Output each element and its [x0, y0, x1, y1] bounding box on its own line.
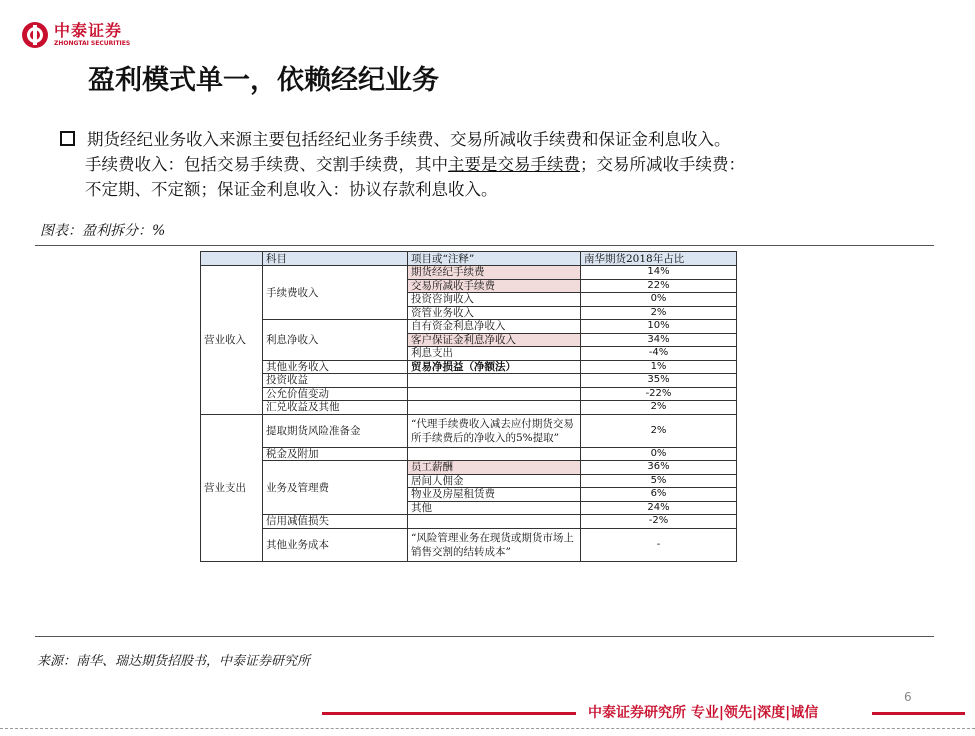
value-cell: 24%: [581, 501, 737, 515]
l2-cell: 税金及附加: [263, 447, 408, 461]
value-cell: 0%: [581, 447, 737, 461]
l2-cell: 信用减值损失: [263, 515, 408, 529]
group-cell: 营业收入: [201, 266, 263, 415]
l2-cell: 其他业务成本: [263, 528, 408, 561]
value-cell: -4%: [581, 347, 737, 361]
footer-rule-left: [322, 712, 576, 715]
caption-rule: [35, 245, 934, 246]
table-row: [201, 360, 737, 374]
table-row: [201, 401, 737, 415]
table-row: [201, 528, 737, 561]
l2-cell: 业务及管理费: [263, 461, 408, 515]
value-cell: 22%: [581, 279, 737, 293]
item-cell: 期货经纪手续费: [408, 266, 581, 280]
item-cell: [408, 401, 581, 415]
table-row: [201, 374, 737, 388]
item-cell: 资管业务收入: [408, 306, 581, 320]
item-cell: 投资咨询收入: [408, 293, 581, 307]
value-cell: 2%: [581, 401, 737, 415]
bullet-line-3: 不定期、不定额；保证金利息收入：协议存款利息收入。: [85, 180, 498, 199]
slide-title: 盈利模式单一，依赖经纪业务: [88, 65, 439, 96]
source-note: 来源：南华、瑞达期货招股书，中泰证券研究所: [37, 654, 311, 669]
value-cell: 1%: [581, 360, 737, 374]
l2-cell: 公允价值变动: [263, 387, 408, 401]
value-cell: -2%: [581, 515, 737, 529]
item-cell: 其他: [408, 501, 581, 515]
header-cell: 南华期货2018年占比: [581, 252, 737, 266]
l2-cell: 汇兑收益及其他: [263, 401, 408, 415]
table-row: [201, 414, 737, 447]
value-cell: 10%: [581, 320, 737, 334]
table-row: [201, 320, 737, 334]
item-cell: 物业及房屋租赁费: [408, 488, 581, 502]
footer-slogan: 中泰证券研究所 专业|领先|深度|诚信: [588, 705, 819, 721]
value-cell: -: [581, 528, 737, 561]
table-row: [201, 461, 737, 475]
table-header-row: [201, 252, 737, 266]
value-cell: 14%: [581, 266, 737, 280]
header-cell: 项目或“注释”: [408, 252, 581, 266]
profit-breakdown-table: [200, 251, 737, 562]
table-row: [201, 515, 737, 529]
item-cell: [408, 447, 581, 461]
item-cell: “风险管理业务在现货或期货市场上销售交割的结转成本”: [408, 528, 581, 561]
l2-cell: 投资收益: [263, 374, 408, 388]
l2-cell: 提取期货风险准备金: [263, 414, 408, 447]
bullet-line-2-underlined: 主要是交易手续费: [448, 155, 580, 174]
group-cell: 营业支出: [201, 414, 263, 561]
value-cell: 0%: [581, 293, 737, 307]
bullet-line-1: 期货经纪业务收入来源主要包括经纪业务手续费、交易所减收手续费和保证金利息收入。: [87, 130, 731, 149]
page-number: 6: [904, 690, 912, 704]
bullet-paragraph: [60, 127, 940, 202]
value-cell: 35%: [581, 374, 737, 388]
table-row: [201, 387, 737, 401]
value-cell: 2%: [581, 306, 737, 320]
item-cell: [408, 387, 581, 401]
company-logo: [22, 22, 130, 48]
logo-icon: [22, 22, 48, 48]
logo-name-en: ZHONGTAI SECURITIES: [54, 40, 131, 47]
bullet-line-2a: 手续费收入：包括交易手续费、交割手续费，其中: [85, 155, 448, 174]
item-cell: 利息支出: [408, 347, 581, 361]
table-bottom-rule: [35, 636, 934, 637]
l2-cell: 其他业务收入: [263, 360, 408, 374]
table-row: [201, 266, 737, 280]
l2-cell: 手续费收入: [263, 266, 408, 320]
bottom-dashed-divider: [0, 728, 975, 729]
item-cell: 贸易净损益（净额法）: [408, 360, 581, 374]
value-cell: 2%: [581, 414, 737, 447]
value-cell: 5%: [581, 474, 737, 488]
item-cell: [408, 515, 581, 529]
item-cell: 居间人佣金: [408, 474, 581, 488]
item-cell: 自有资金利息净收入: [408, 320, 581, 334]
item-cell: [408, 374, 581, 388]
item-cell: “代理手续费收入减去应付期货交易所手续费后的净收入的5%提取”: [408, 414, 581, 447]
item-cell: 员工薪酬: [408, 461, 581, 475]
item-cell: 客户保证金利息净收入: [408, 333, 581, 347]
table-row: [201, 447, 737, 461]
value-cell: 34%: [581, 333, 737, 347]
bullet-line-2b: ；交易所减收手续费：: [580, 155, 745, 174]
logo-name-cn: 中泰证券: [54, 21, 123, 40]
figure-caption: 图表：盈利拆分：%: [40, 223, 166, 239]
l2-cell: 利息净收入: [263, 320, 408, 361]
bullet-square-icon: [60, 131, 75, 146]
header-cell: 科目: [263, 252, 408, 266]
value-cell: -22%: [581, 387, 737, 401]
item-cell: 交易所减收手续费: [408, 279, 581, 293]
value-cell: 6%: [581, 488, 737, 502]
footer-rule-right: [872, 712, 965, 715]
value-cell: 36%: [581, 461, 737, 475]
